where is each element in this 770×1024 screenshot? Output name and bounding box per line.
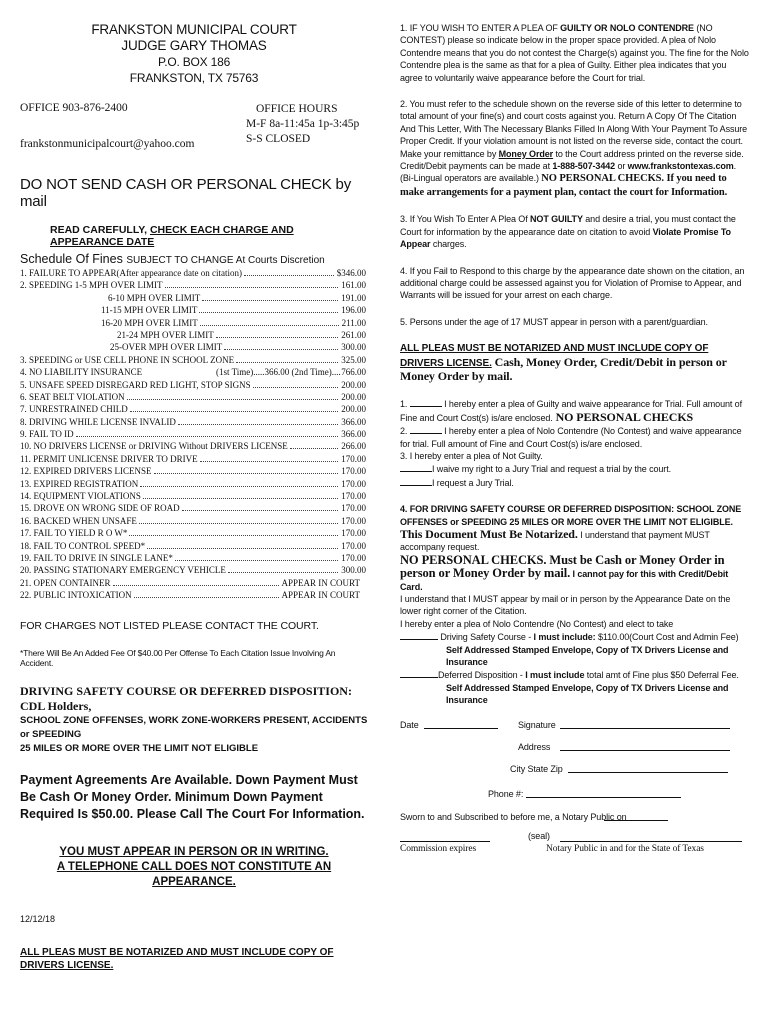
read-carefully-text: READ CAREFULLY, [50, 224, 150, 236]
office-hours [246, 102, 359, 147]
fine-leader-dots [127, 391, 338, 400]
fine-leader-dots [143, 490, 338, 499]
fine-row [20, 304, 368, 316]
instruction-2 [400, 98, 750, 199]
court-header [20, 22, 368, 86]
judge-name: JUDGE GARY THOMAS [121, 38, 267, 53]
court-name: FRANKSTON MUNICIPAL COURT [91, 22, 297, 37]
fine-row [20, 267, 368, 279]
instr1-b: GUILTY OR NOLO CONTENDRE [560, 23, 694, 33]
opt4-no-card: I cannot pay for this with Credit/Debit Card. [400, 569, 729, 592]
fine-amount: 366.00 [341, 416, 366, 427]
opt1-number: 1. [400, 399, 408, 410]
opt4-payment: I understand that payment MUST accompany request. [400, 530, 710, 553]
fine-leader-dots [130, 403, 338, 412]
notary-signature-field[interactable] [560, 841, 742, 842]
fine-row [20, 440, 368, 452]
opt4-nolo: I hereby enter a plea of Nolo Contendre (No Contest) and elect to take [400, 618, 674, 629]
dsc-blank[interactable] [400, 630, 438, 640]
fine-amount: 196.00 [341, 305, 366, 316]
plea-option-bench-trial [400, 462, 750, 475]
all-pleas-a: ALL PLEAS MUST BE NOTARIZED AND MUST INCLUDE COPY OF DRIVERS LICENSE. [400, 343, 709, 369]
dsc-b: I must include: [533, 632, 596, 643]
fine-label: 5. UNSAFE SPEED DISREGARD RED LIGHT, STOP SIGNS [20, 379, 251, 390]
fine-amount: 170.00 [341, 503, 366, 514]
dsc-line-3: 25 MILES OR MORE OVER THE LIMIT NOT ELIGIBLE [20, 742, 259, 754]
fine-label: 16. BACKED WHEN UNSAFE [20, 515, 137, 526]
commission-label: Commission expires [400, 843, 477, 854]
fine-label: 16-20 MPH OVER LIMIT [101, 317, 198, 328]
fine-amount: 366.00 [341, 429, 366, 440]
fine-row [20, 416, 368, 428]
fine-amount: 325.00 [341, 354, 366, 365]
fine-label: 25-OVER MPH OVER LIMIT [110, 342, 223, 353]
fine-row [20, 564, 368, 576]
fine-row [20, 428, 368, 440]
fine-row [20, 453, 368, 465]
signature-field[interactable] [560, 728, 730, 729]
city-state-zip-field[interactable] [568, 772, 728, 773]
dsc-line-2: SCHOOL ZONE OFFENSES, WORK ZONE-WORKERS PRESENT, ACCIDENTS or SPEEDING [20, 714, 368, 740]
fine-amount: 200.00 [341, 391, 366, 402]
fine-amount: APPEAR IN COURT [281, 577, 360, 588]
read-carefully-underlined: CHECK EACH CHARGE AND APPEARANCE DATE [50, 224, 294, 248]
court-city: FRANKSTON, TX 75763 [129, 71, 259, 85]
opt3b-text: I request a Jury Trial. [432, 477, 514, 488]
dsc-requirements: Self Addressed Stamped Envelope, Copy of TX Drivers License and Insurance [446, 644, 729, 668]
fine-label: 12. EXPIRED DRIVERS LICENSE [20, 466, 152, 477]
fine-label: 6. SEAT BELT VIOLATION [20, 391, 125, 402]
fine-amount: 300.00 [341, 342, 366, 353]
fine-leader-dots [253, 379, 338, 388]
deferred-requirements: Self Addressed Stamped Envelope, Copy of TX Drivers License and Insurance [446, 682, 729, 706]
fine-leader-dots [139, 515, 338, 524]
signature-block [400, 719, 750, 869]
fine-amount: 261.00 [341, 329, 366, 340]
fine-leader-dots [175, 552, 338, 561]
fine-label: 17. FAIL TO YIELD R O W* [20, 528, 128, 539]
fine-label: 22. PUBLIC INTOXICATION [20, 590, 132, 601]
schedule-title: Schedule Of Fines [20, 252, 127, 266]
plea-option-jury-trial [400, 476, 750, 489]
fine-label: 7. UNRESTRAINED CHILD [20, 404, 128, 415]
fine-leader-dots [154, 465, 338, 474]
fine-amount: 161.00 [341, 280, 366, 291]
phone-field[interactable] [526, 797, 681, 798]
date-label: Date [400, 719, 419, 730]
fine-amount: 766.00 [341, 367, 366, 378]
fine-label: 11. PERMIT UNLICENSE DRIVER TO DRIVE [20, 453, 198, 464]
fine-leader-dots [224, 341, 338, 350]
appear-line-1: YOU MUST APPEAR IN PERSON OR IN WRITING. [59, 845, 329, 858]
instruction-5: 5. Persons under the age of 17 MUST appear in person with a parent/guardian. [400, 316, 708, 327]
charges-not-listed: FOR CHARGES NOT LISTED PLEASE CONTACT THE COURT. [20, 619, 319, 632]
guilty-blank[interactable] [410, 397, 442, 407]
instr2-a: 2. You must refer to the schedule shown on the reverse side of this letter to determine to total amount of your fine(s) and court costs against you. Return A Copy Of The Citation And This Letter, With The Necessary Blanks Filled In Along With Your Payment To Assure Proper Credit. If your violation amount is not listed on the reverse side, contact the court. Make your remittance by [400, 99, 748, 159]
fine-leader-dots [244, 267, 334, 276]
fine-label: 4. NO LIABILITY INSURANCE [20, 367, 143, 378]
fine-label: 10. NO DRIVERS LICENSE or DRIVING Without DRIVERS LICENSE [20, 441, 288, 452]
fine-label: 9. FAIL TO ID [20, 429, 74, 440]
fine-amount: 170.00 [341, 515, 366, 526]
fine-label: 8. DRIVING WHILE LICENSE INVALID [20, 416, 176, 427]
dsc-a: Driving Safety Course - [438, 632, 534, 643]
deferred-option [400, 668, 750, 681]
fine-label: 6-10 MPH OVER LIMIT [108, 292, 201, 303]
instr3-c: and desire a trial, you must contact the Court for information by the appearance date on citation to avoid [400, 214, 736, 237]
fine-row [20, 341, 368, 353]
fine-row [20, 292, 368, 304]
opt4-ineligible: : SCHOOL ZONE OFFENSES or SPEEDING 25 MILES OR MORE OVER THE LIMIT NOT ELIGIBLE. [400, 504, 742, 527]
fine-row [20, 354, 368, 366]
schedule-note: SUBJECT TO CHANGE At Courts Discretion [126, 255, 325, 266]
instr2-money-order: Money Order [498, 148, 554, 159]
fine-label: 14. EQUIPMENT VIOLATIONS [20, 491, 141, 502]
seal-label: (seal) [528, 830, 550, 841]
def-b: I must include [525, 670, 585, 681]
office-phone: OFFICE 903-876-2400 [20, 102, 128, 114]
fine-amount: 170.00 [341, 453, 366, 464]
no-cash-notice: DO NOT SEND CASH OR PERSONAL CHECK by mail [20, 176, 352, 210]
fine-leader-dots [140, 478, 338, 487]
instruction-3 [400, 213, 750, 250]
fine-leader-dots [200, 317, 339, 326]
all-pleas-notice-left: ALL PLEAS MUST BE NOTARIZED AND MUST INCLUDE COPY OF DRIVERS LICENSE. [20, 946, 334, 971]
opt4-notarized: This Document Must Be Notarized. [400, 527, 578, 541]
instruction-4: 4. If you Fail to Respond to this charge by the appearance date shown on the citation, an additional charge could be assessed against you for Violation of Promise to Appear, and Warrants will be issued for your arrest on each charge. [400, 265, 745, 301]
fine-row [20, 490, 368, 502]
city-state-zip-label: City State Zip [510, 763, 563, 774]
office-email: frankstonmunicipalcourt@yahoo.com [20, 138, 195, 150]
fine-mid: (1st Time).....366.00 (2nd Time).... [216, 367, 341, 378]
instr2-website[interactable]: www.frankstontexas.com [627, 161, 734, 172]
fine-amount: 170.00 [341, 478, 366, 489]
date-field[interactable] [424, 728, 498, 729]
commission-field[interactable] [400, 841, 490, 842]
fine-leader-dots [200, 453, 338, 462]
fine-amount: 170.00 [341, 540, 366, 551]
def-c: total amt of Fine plus $50 Deferral Fee. [584, 670, 739, 681]
dsc-option [400, 630, 750, 643]
fine-amount: 211.00 [341, 317, 366, 328]
fine-label: 1. FAILURE TO APPEAR(After appearance date on citation) [20, 268, 242, 278]
instr2-no-personal-checks: NO PERSONAL CHECKS. If you need to make arrangements for a payment plan, contact the court for Information. [400, 173, 728, 198]
fine-label: 18. FAIL TO CONTROL SPEED* [20, 540, 146, 551]
fine-leader-dots [216, 329, 338, 338]
phone-label: Phone #: [488, 788, 524, 799]
fine-leader-dots [236, 354, 338, 363]
bench-trial-blank[interactable] [400, 462, 432, 472]
address-field[interactable] [560, 750, 730, 751]
fine-leader-dots [199, 304, 338, 313]
fine-row [20, 552, 368, 564]
plea-option-dsc [400, 503, 750, 554]
fine-row [20, 478, 368, 490]
letter-date: 12/12/18 [20, 913, 56, 924]
fine-amount: 170.00 [341, 491, 366, 502]
instr2-g: . (Bi-Lingual operators are available.) [400, 161, 737, 184]
dsc-cdl: CDL Holders, [20, 698, 92, 713]
fine-leader-dots [113, 577, 279, 586]
fine-amount: 300.00 [341, 565, 366, 576]
court-po-box: P.O. BOX 186 [157, 55, 231, 69]
fine-leader-dots [129, 527, 338, 536]
opt1-text: I hereby enter a plea of Guilty and waive appearance for Trial. Full amount of Fine and Court Cost(s) is/are enclosed. [400, 399, 742, 423]
fine-row [20, 465, 368, 477]
fine-row [20, 403, 368, 415]
fine-amount: 170.00 [341, 528, 366, 539]
dsc-c: $110.00(Court Cost and Admin Fee) [595, 632, 739, 643]
schedule-heading [20, 252, 368, 266]
notary-label: Notary Public in and for the State of Texas [546, 843, 704, 854]
fine-amount: 170.00 [341, 552, 366, 563]
fine-amount: 266.00 [341, 441, 366, 452]
fine-label: 2. SPEEDING 1-5 MPH OVER LIMIT [20, 280, 163, 291]
opt4-title: 4. FOR DRIVING SAFETY COURSE OR DEFERRED DISPOSITION [400, 504, 672, 515]
opt4-appear: I understand that I MUST appear by mail or in person by the Appearance Date on the lower right corner of the Citation. [400, 594, 731, 617]
fine-label: 13. EXPIRED REGISTRATION [20, 478, 139, 489]
fine-leader-dots [165, 279, 338, 288]
sworn-date-field[interactable] [604, 820, 668, 821]
instruction-1 [400, 22, 750, 84]
opt2-number: 2. [400, 426, 408, 437]
instr2-e: or [615, 161, 628, 172]
fine-amount: 191.00 [341, 292, 366, 303]
fine-row [20, 366, 368, 378]
def-a: Deferred Disposition - [438, 670, 526, 681]
fine-leader-dots [147, 540, 338, 549]
fine-amount: 200.00 [341, 379, 366, 390]
office-hours-weekday: M-F 8a-11:45a 1p-3:45p [246, 118, 360, 130]
fine-label: 20. PASSING STATIONARY EMERGENCY VEHICLE [20, 565, 226, 576]
sworn-text: Sworn to and Subscribed to before me, a Notary Public on [400, 811, 627, 822]
fine-row [20, 329, 368, 341]
fine-label: 21. OPEN CONTAINER [20, 577, 111, 588]
signature-label: Signature [518, 719, 556, 730]
instr1-a: 1. IF YOU WISH TO ENTER A PLEA OF [400, 23, 561, 33]
fines-table [20, 267, 368, 602]
fine-row [20, 577, 368, 589]
appear-line-2: A TELEPHONE CALL DOES NOT CONSTITUTE AN APPEARANCE. [56, 860, 332, 888]
fine-leader-dots [76, 428, 338, 437]
jury-trial-blank[interactable] [400, 476, 432, 486]
fine-leader-dots [178, 416, 338, 425]
fine-leader-dots [228, 564, 338, 573]
instr3-a: 3. If You Wish To Enter A Plea Of [400, 214, 531, 225]
instr2-phone: 1-888-507-3442 [552, 161, 616, 172]
left-column [20, 22, 368, 972]
fine-row [20, 540, 368, 552]
fine-leader-dots [290, 440, 338, 449]
all-pleas-notice-right [400, 342, 750, 383]
address-label: Address [518, 741, 551, 752]
instr3-violate: Violate Promise To Appear [400, 226, 731, 250]
fine-row [20, 589, 368, 601]
appearance-notice [20, 845, 368, 890]
fine-label: 19. FAIL TO DRIVE IN SINGLE LANE* [20, 552, 173, 563]
fine-row [20, 391, 368, 403]
instr2-c: to the Court address printed on the reverse side. Credit/Debit payments can be made at [400, 148, 744, 172]
plea-option-not-guilty: 3. I hereby enter a plea of Not Guilty. [400, 450, 543, 461]
deferred-blank[interactable] [400, 668, 438, 678]
opt4-no-checks-line [400, 554, 750, 593]
opt2-text: I hereby enter a plea of Nolo Contendre (No Contest) and waive appearance for trial. Full amount of Fine and Court Cost(s) is/are enclosed. [400, 426, 742, 449]
plea-option-guilty [400, 397, 750, 424]
opt1-no-checks: NO PERSONAL CHECKS [552, 409, 694, 424]
fine-label: 11-15 MPH OVER LIMIT [101, 305, 198, 316]
fine-leader-dots [202, 292, 338, 301]
nolo-blank[interactable] [410, 424, 442, 434]
fine-label: 21-24 MPH OVER LIMIT [117, 329, 214, 340]
all-pleas-b: Cash, Money Order, Credit/Debit in person or Money Order by mail. [400, 354, 727, 383]
fine-amount: 200.00 [341, 404, 366, 415]
fine-row [20, 379, 368, 391]
opt3a-text: I waive my right to a Jury Trial and request a trial by the court. [432, 464, 672, 475]
read-carefully-notice [20, 224, 368, 248]
fine-row [20, 527, 368, 539]
fine-leader-dots [134, 589, 279, 598]
office-hours-weekend: S-S CLOSED [246, 133, 311, 145]
instr1-c: (NO CONTEST) please so indicate below in the proper space provided. A plea of Nolo Contendre means that you do not contest the Charge(s) against you. The fine for the Nolo Contendre plea is the same as that for a plea of Guilty. Either plea indicates that you agree to voluntarily waive appearance before the Court for trial. [400, 23, 749, 83]
fine-label: 3. SPEEDING or USE CELL PHONE IN SCHOOL ZONE [20, 354, 235, 365]
right-column [400, 22, 750, 869]
opt4-no-checks: NO PERSONAL CHECKS. Must be Cash or Money Order in person or Money Order by mail. [400, 552, 725, 581]
fine-leader-dots [182, 502, 338, 511]
payment-agreements: Payment Agreements Are Available. Down Payment Must Be Cash Or Money Order. Minimum Down Payment Required Is $50.00. Please Call The Court For Information. [20, 772, 365, 821]
fine-amount: APPEAR IN COURT [281, 590, 360, 601]
fine-row [20, 279, 368, 291]
fine-row [20, 317, 368, 329]
fine-amount: 170.00 [341, 466, 366, 477]
fine-row [20, 502, 368, 514]
office-info [20, 102, 368, 154]
instr3-not-guilty: NOT GUILTY [530, 214, 583, 225]
dsc-ineligible-block [20, 684, 368, 756]
plea-option-nolo [400, 424, 750, 450]
fine-label: 15. DROVE ON WRONG SIDE OF ROAD [20, 503, 180, 514]
office-hours-title: OFFICE HOURS [256, 103, 338, 115]
instr3-e: charges. [430, 239, 467, 250]
accident-fee-note: *There Will Be An Added Fee Of $40.00 Per Offense To Each Citation Issue Involving An Accident. [20, 647, 336, 668]
fine-row [20, 515, 368, 527]
dsc-title: DRIVING SAFETY COURSE OR DEFERRED DISPOSITION: [20, 683, 352, 698]
fine-amount: $346.00 [336, 268, 366, 278]
